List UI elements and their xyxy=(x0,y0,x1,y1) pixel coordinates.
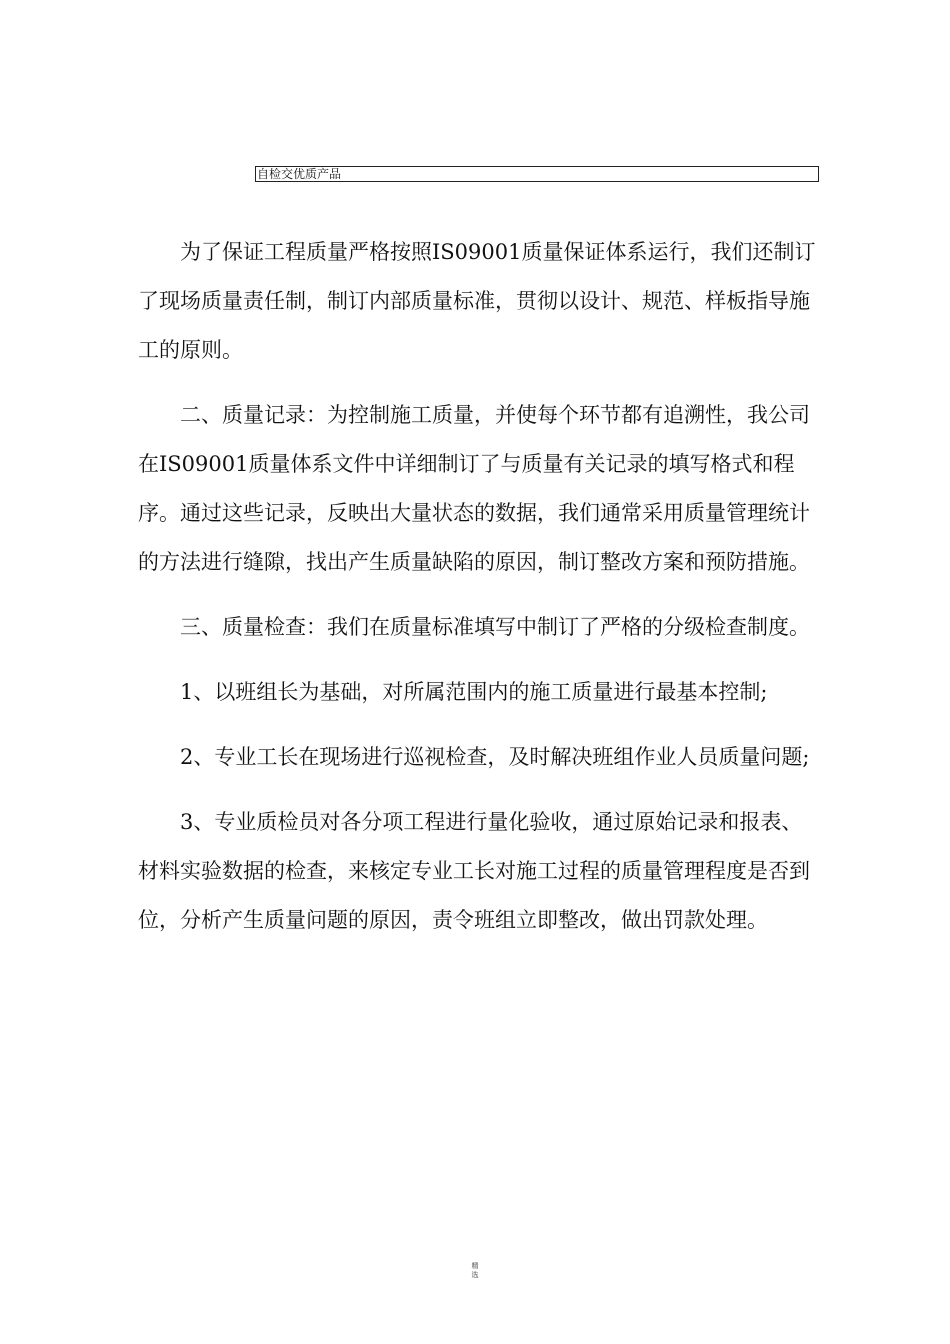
paragraph-item-1: 1、以班组长为基础，对所属范围内的施工质量进行最基本控制; xyxy=(180,680,768,704)
header-title-box xyxy=(255,166,819,182)
document-body xyxy=(138,228,816,961)
header-title: 自检交优质产品 xyxy=(257,167,342,181)
paragraph-quality-records: 二、质量记录：为控制施工质量，并使每个环节都有追溯性，我公司在IS09001质量体系文件中详细制订了与质量有关记录的填写格式和程序。通过这些记录，反映出大量状态的数据，我们通常采用质量管理统计的方法进行缝隙，找出产生质量缺陷的原因，制订整改方案和预防措施。 xyxy=(138,403,810,574)
footer-line-2: 选 xyxy=(471,1271,479,1279)
paragraph-intro: 为了保证工程质量严格按照IS09001质量保证体系运行，我们还制订了现场质量责任制，制订内部质量标准，贯彻以设计、规范、样板指导施工的原则。 xyxy=(138,240,816,362)
paragraph-quality-inspection: 三、质量检查：我们在质量标准填写中制订了严格的分级检查制度。 xyxy=(180,615,810,639)
page-footer-mark xyxy=(460,1262,490,1280)
paragraph-item-3: 3、专业质检员对各分项工程进行量化验收，通过原始记录和报表、材料实验数据的检查，来核定专业工长对施工过程的质量管理程度是否到位，分析产生质量问题的原因，责令班组立即整改，做出罚款处理。 xyxy=(138,810,810,932)
footer-line-1: 精 xyxy=(471,1262,479,1270)
paragraph-item-2: 2、专业工长在现场进行巡视检查，及时解决班组作业人员质量问题; xyxy=(180,745,810,769)
